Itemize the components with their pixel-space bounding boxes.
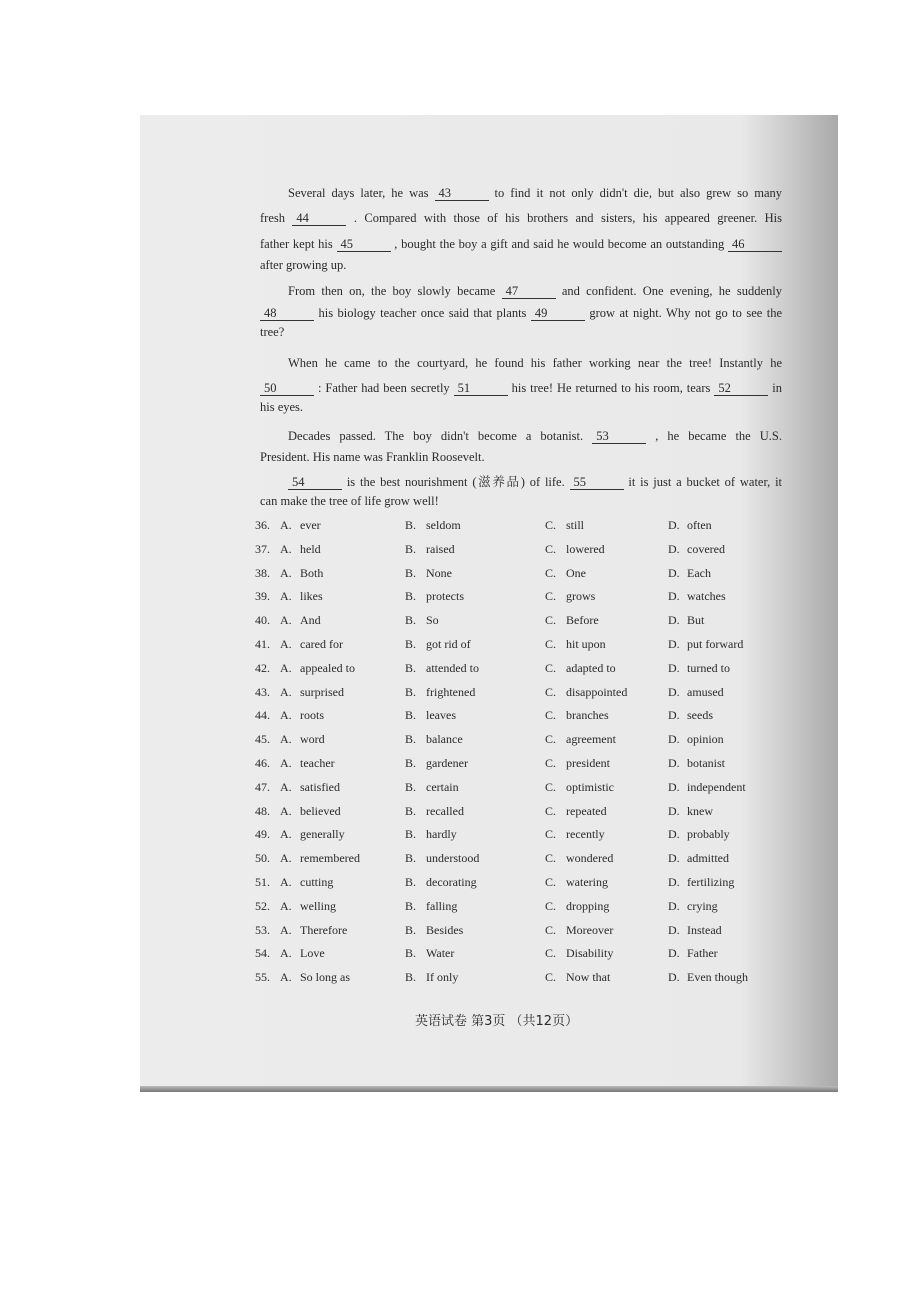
- option-a: Love: [300, 946, 325, 961]
- option-c: recently: [566, 827, 605, 842]
- option-d: seeds: [687, 708, 713, 723]
- option-letter: C.: [545, 898, 557, 913]
- option-letter: C.: [545, 803, 557, 818]
- option-d: fertilizing: [687, 875, 735, 889]
- option-d: Even though: [687, 970, 748, 985]
- answer-blank: 43: [435, 186, 489, 201]
- question-number: 53.: [255, 922, 270, 937]
- passage-text: can make the tree of life grow well!: [260, 494, 439, 508]
- option-a: satisfied: [300, 779, 340, 794]
- option-letter: B.: [405, 970, 417, 985]
- option-a: appealed to: [300, 660, 355, 675]
- option-letter: D.: [668, 637, 680, 651]
- option-c: optimistic: [566, 779, 614, 794]
- answer-blank: 52: [714, 381, 768, 396]
- passage-text: When he came to the courtyard, he found his father working near the tree! Instantly he: [288, 356, 782, 370]
- option-b: falling: [426, 898, 458, 913]
- option-a: word: [300, 732, 325, 747]
- passage-line: [260, 400, 782, 415]
- option-letter: C.: [545, 946, 557, 961]
- passage-text: in: [772, 381, 783, 395]
- question-number: 55.: [255, 970, 270, 985]
- passage-text: it is just a bucket of water, it: [628, 475, 783, 489]
- option-letter: A.: [280, 851, 292, 866]
- option-a: remembered: [300, 851, 360, 866]
- option-c: Now that: [566, 970, 611, 985]
- option-c: adapted to: [566, 660, 616, 675]
- option-letter: B.: [405, 803, 417, 818]
- option-a: held: [300, 541, 321, 556]
- passage-text: Decades passed. The boy didn't become a botanist.: [288, 429, 593, 443]
- option-letter: B.: [405, 732, 417, 747]
- answer-blank: 54: [288, 475, 342, 490]
- question-number: 39.: [255, 589, 270, 604]
- passage-text: . Compared with those of his brothers and sisters, his appeared greener. His: [353, 211, 782, 225]
- option-letter: D.: [668, 518, 680, 532]
- passage-line: [260, 381, 782, 396]
- option-d: probably: [687, 827, 730, 842]
- option-b: got rid of: [426, 637, 471, 651]
- answer-blank: 55: [570, 475, 624, 490]
- option-letter: D.: [668, 898, 680, 913]
- passage-text: is the best nourishment (滋养品) of life.: [346, 475, 570, 489]
- option-letter: B.: [405, 708, 417, 723]
- option-letter: D.: [668, 970, 680, 985]
- option-letter: B.: [405, 827, 417, 842]
- question-number: 44.: [255, 708, 270, 723]
- question-number: 50.: [255, 851, 270, 866]
- option-d: crying: [687, 898, 718, 913]
- option-a: cutting: [300, 875, 334, 889]
- option-d: Instead: [687, 922, 722, 937]
- option-letter: D.: [668, 732, 680, 747]
- option-b: Water: [426, 946, 455, 961]
- option-letter: A.: [280, 946, 292, 961]
- option-b: decorating: [426, 875, 477, 889]
- option-letter: D.: [668, 660, 680, 675]
- option-letter: A.: [280, 732, 292, 747]
- option-letter: B.: [405, 851, 417, 866]
- option-letter: C.: [545, 732, 557, 747]
- passage-line: [288, 472, 782, 490]
- passage-text: fresh: [260, 211, 293, 225]
- option-b: frightened: [426, 684, 476, 699]
- option-letter: A.: [280, 756, 292, 770]
- option-a: Both: [300, 565, 324, 580]
- option-c: agreement: [566, 732, 616, 747]
- option-b: If only: [426, 970, 459, 985]
- question-number: 47.: [255, 779, 270, 794]
- option-b: recalled: [426, 803, 464, 818]
- option-b: None: [426, 565, 452, 580]
- option-letter: A.: [280, 565, 292, 580]
- page-edge: [140, 1086, 838, 1092]
- option-letter: D.: [668, 779, 680, 794]
- option-c: Before: [566, 613, 599, 628]
- option-letter: C.: [545, 779, 557, 794]
- option-letter: D.: [668, 684, 680, 699]
- passage-line: [288, 186, 782, 201]
- option-letter: D.: [668, 875, 680, 889]
- option-d: Father: [687, 946, 718, 961]
- question-number: 42.: [255, 660, 270, 675]
- option-letter: A.: [280, 518, 292, 532]
- answer-blank: 48: [260, 306, 314, 321]
- option-letter: B.: [405, 898, 417, 913]
- passage-text: , bought the boy a gift and said he would become an outstanding: [394, 237, 728, 251]
- option-letter: C.: [545, 589, 557, 604]
- question-number: 41.: [255, 637, 270, 651]
- option-letter: C.: [545, 875, 557, 889]
- option-letter: A.: [280, 875, 292, 889]
- passage-line: [260, 237, 782, 252]
- option-b: leaves: [426, 708, 456, 723]
- option-letter: C.: [545, 708, 557, 723]
- option-letter: A.: [280, 827, 292, 842]
- passage-line: [288, 284, 782, 299]
- option-letter: A.: [280, 922, 292, 937]
- page-footer: 英语试卷 第3页 （共12页）: [415, 1014, 579, 1029]
- option-b: attended to: [426, 660, 479, 675]
- option-letter: A.: [280, 803, 292, 818]
- option-letter: D.: [668, 541, 680, 556]
- passage-text: after growing up.: [260, 258, 347, 272]
- option-c: president: [566, 756, 610, 770]
- option-letter: C.: [545, 565, 557, 580]
- passage-line: [260, 258, 782, 273]
- option-a: welling: [300, 898, 336, 913]
- option-letter: D.: [668, 708, 680, 723]
- option-letter: A.: [280, 970, 292, 985]
- option-letter: C.: [545, 684, 557, 699]
- option-letter: A.: [280, 684, 292, 699]
- option-d: put forward: [687, 637, 744, 651]
- option-c: wondered: [566, 851, 614, 866]
- passage-text: his tree! He returned to his room, tears: [511, 381, 715, 395]
- option-letter: D.: [668, 922, 680, 937]
- option-b: hardly: [426, 827, 457, 842]
- option-d: botanist: [687, 756, 725, 770]
- passage-line: [288, 429, 782, 444]
- passage-text: From then on, the boy slowly became: [288, 284, 502, 298]
- option-b: gardener: [426, 756, 468, 770]
- option-d: amused: [687, 684, 724, 699]
- option-a: roots: [300, 708, 324, 723]
- option-b: raised: [426, 541, 455, 556]
- option-a: surprised: [300, 684, 344, 699]
- option-letter: B.: [405, 565, 417, 580]
- option-letter: A.: [280, 541, 292, 556]
- option-letter: A.: [280, 708, 292, 723]
- option-letter: B.: [405, 779, 417, 794]
- question-number: 51.: [255, 875, 270, 889]
- question-number: 38.: [255, 565, 270, 580]
- passage-line: [260, 211, 782, 226]
- option-letter: B.: [405, 613, 417, 628]
- passage-text: President. His name was Franklin Roosevelt.: [260, 450, 485, 464]
- option-d: But: [687, 613, 705, 628]
- option-letter: B.: [405, 660, 417, 675]
- option-b: seldom: [426, 518, 461, 532]
- option-letter: C.: [545, 922, 557, 937]
- option-b: balance: [426, 732, 463, 747]
- question-number: 43.: [255, 684, 270, 699]
- option-a: teacher: [300, 756, 335, 770]
- answer-blank: 47: [502, 284, 556, 299]
- option-c: hit upon: [566, 637, 606, 651]
- option-letter: A.: [280, 613, 292, 628]
- option-a: ever: [300, 518, 321, 532]
- option-b: protects: [426, 589, 464, 604]
- option-b: understood: [426, 851, 480, 866]
- question-number: 49.: [255, 827, 270, 842]
- option-b: certain: [426, 779, 459, 794]
- option-a: So long as: [300, 970, 351, 985]
- option-c: watering: [566, 875, 608, 889]
- option-d: independent: [687, 779, 746, 794]
- option-letter: B.: [405, 541, 417, 556]
- answer-blank: 44: [292, 211, 346, 226]
- option-letter: A.: [280, 589, 292, 604]
- option-letter: D.: [668, 565, 680, 580]
- passage-line: [260, 450, 782, 465]
- option-letter: B.: [405, 518, 417, 532]
- option-letter: D.: [668, 589, 680, 604]
- option-a: And: [300, 613, 321, 628]
- answer-blank: 49: [531, 306, 585, 321]
- option-d: Each: [687, 565, 711, 580]
- option-d: turned to: [687, 660, 730, 675]
- answer-blank: 51: [454, 381, 508, 396]
- option-letter: B.: [405, 684, 417, 699]
- option-c: Moreover: [566, 922, 614, 937]
- option-d: often: [687, 518, 712, 532]
- option-letter: D.: [668, 803, 680, 818]
- option-letter: D.: [668, 827, 680, 842]
- option-letter: B.: [405, 922, 417, 937]
- option-c: grows: [566, 589, 596, 604]
- answer-blank: 46: [728, 237, 782, 252]
- option-letter: B.: [405, 756, 417, 770]
- passage-text: tree?: [260, 325, 285, 339]
- option-a: believed: [300, 803, 341, 818]
- passage-text: father kept his: [260, 237, 337, 251]
- option-c: branches: [566, 708, 609, 723]
- option-d: admitted: [687, 851, 729, 866]
- passage-text: to find it not only didn't die, but also grew so many: [494, 186, 783, 200]
- question-number: 46.: [255, 756, 270, 770]
- question-number: 48.: [255, 803, 270, 818]
- question-number: 37.: [255, 541, 270, 556]
- option-letter: B.: [405, 637, 417, 651]
- option-b: So: [426, 613, 439, 628]
- option-a: cared for: [300, 637, 343, 651]
- option-letter: A.: [280, 637, 292, 651]
- question-number: 52.: [255, 898, 270, 913]
- option-letter: C.: [545, 541, 557, 556]
- option-letter: B.: [405, 946, 417, 961]
- option-letter: C.: [545, 518, 557, 532]
- option-a: likes: [300, 589, 323, 604]
- answer-blank: 53: [592, 429, 646, 444]
- option-c: repeated: [566, 803, 607, 818]
- answer-blank: 50: [260, 381, 314, 396]
- option-c: still: [566, 518, 585, 532]
- option-letter: C.: [545, 851, 557, 866]
- answer-blank: 45: [337, 237, 391, 252]
- question-number: 40.: [255, 613, 270, 628]
- option-d: opinion: [687, 732, 724, 747]
- option-letter: A.: [280, 779, 292, 794]
- option-letter: A.: [280, 898, 292, 913]
- option-b: Besides: [426, 922, 464, 937]
- option-letter: C.: [545, 613, 557, 628]
- passage-text: his biology teacher once said that plants: [318, 306, 531, 320]
- option-a: generally: [300, 827, 345, 842]
- option-letter: D.: [668, 851, 680, 866]
- passage-text: and confident. One evening, he suddenly: [561, 284, 782, 298]
- passage-text: grow at night. Why not go to see the: [589, 306, 783, 320]
- passage-text: Several days later, he was: [288, 186, 435, 200]
- option-c: dropping: [566, 898, 610, 913]
- option-letter: A.: [280, 660, 292, 675]
- option-letter: B.: [405, 875, 417, 889]
- option-d: knew: [687, 803, 713, 818]
- option-letter: C.: [545, 970, 557, 985]
- option-d: watches: [687, 589, 726, 604]
- option-letter: C.: [545, 827, 557, 842]
- option-letter: D.: [668, 613, 680, 628]
- passage-text: : Father had been secretly: [317, 381, 454, 395]
- option-a: Therefore: [300, 922, 348, 937]
- passage-line: [288, 356, 782, 371]
- question-number: 36.: [255, 518, 270, 532]
- option-d: covered: [687, 541, 725, 556]
- option-letter: D.: [668, 946, 680, 961]
- option-letter: C.: [545, 756, 557, 770]
- question-number: 45.: [255, 732, 270, 747]
- question-number: 54.: [255, 946, 270, 961]
- option-letter: C.: [545, 660, 557, 675]
- passage-text: his eyes.: [260, 400, 304, 414]
- passage-line: [260, 325, 782, 340]
- option-c: lowered: [566, 541, 605, 556]
- passage-line: [260, 494, 782, 509]
- option-letter: C.: [545, 637, 557, 651]
- option-c: One: [566, 565, 586, 580]
- passage-text: , he became the U.S.: [655, 429, 783, 443]
- option-letter: D.: [668, 756, 680, 770]
- option-letter: B.: [405, 589, 417, 604]
- option-c: disappointed: [566, 684, 628, 699]
- passage-line: [260, 306, 782, 321]
- option-c: Disability: [566, 946, 614, 961]
